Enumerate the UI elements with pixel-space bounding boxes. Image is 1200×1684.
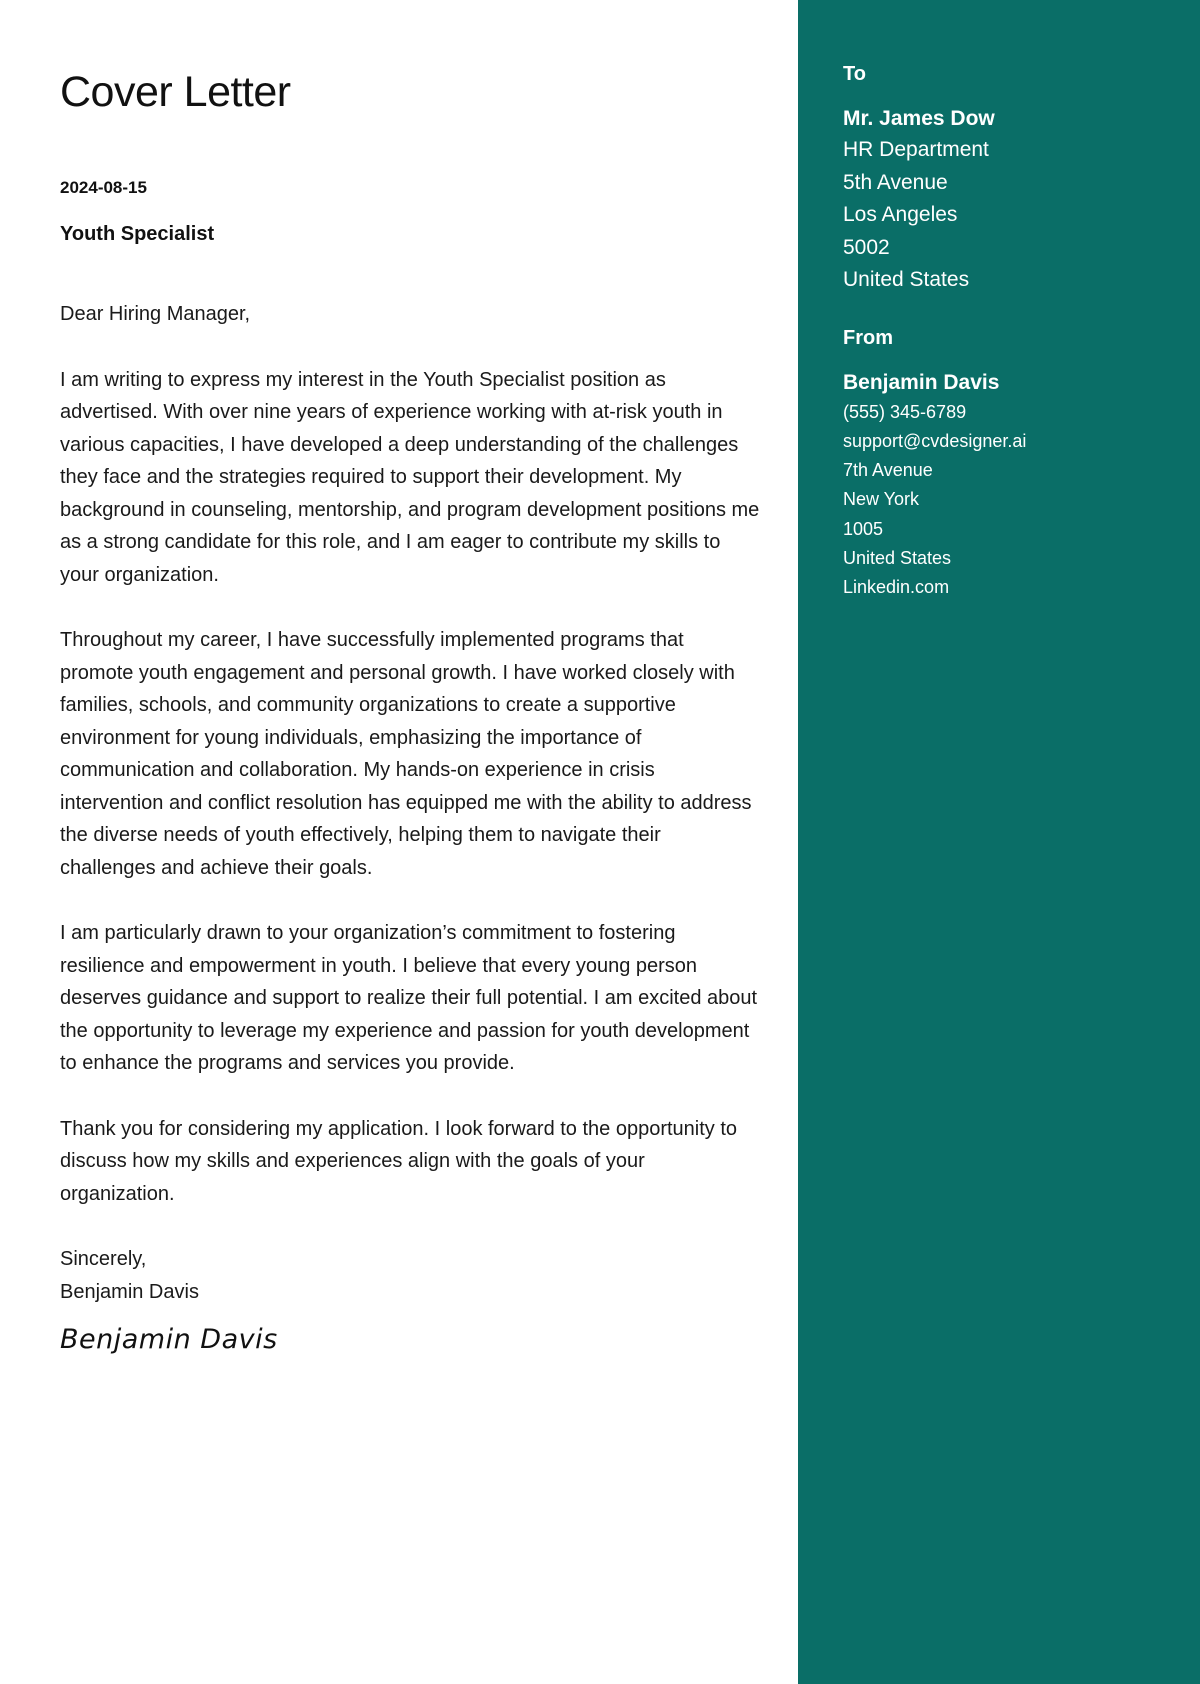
paragraph-3: I am particularly drawn to your organization’s commitment to fostering resilience and empowerment in youth. I believe that every young person deserves guidance and support to realize their full potential. I am excited about the opportunity to leverage my experience and passion for youth development to enhance the programs and services you provide. [60,922,758,1074]
recipient-street: 5th Avenue [843,170,948,194]
sender-phone[interactable]: (555) 345-6789 [843,401,967,422]
to-heading: To [843,63,866,85]
closing: Sincerely, [60,1248,147,1270]
paragraph-2: Throughout my career, I have successfully implemented programs that promote youth engagement and personal growth. I have worked closely with families, schools, and community organizations to create a supportive environment for young individuals, emphasizing the importance of communication and collaboration. My hands-on experience in crisis intervention and conflict resolution has equipped me with the ability to address the diverse needs of youth effectively, helping them to navigate their challenges and achieve their goals. [60,629,752,879]
paragraph-1: I am writing to express my interest in the Youth Specialist position as advertised. With over nine years of experience working with at-risk youth in various capacities, I have developed a deep understanding of the challenges they face and the strategies required to support their development. My background in counseling, mentorship, and program development positions me as a strong candidate for this role, and I am eager to contribute my skills to your organization. [60,368,760,586]
letter-body [60,298,760,1308]
recipient-postcode: 5002 [843,235,890,259]
sender-email[interactable]: support@cvdesigner.ai [843,430,1027,451]
paragraph-4: Thank you for considering my application. I look forward to the opportunity to discuss how my skills and experiences align with the goals of your organization. [60,1117,738,1205]
recipient-city: Los Angeles [843,203,958,226]
closing-name: Benjamin Davis [60,1280,199,1303]
sender-city: New York [843,489,920,510]
sender-street: 7th Avenue [843,460,933,481]
sender-name: Benjamin Davis [843,370,1000,394]
letter-date: 2024-08-15 [60,178,147,197]
signature: Benjamin Davis [60,1324,278,1355]
sidebar [798,0,1200,1684]
sender-linkedin-link[interactable]: Linkedin.com [843,577,950,598]
sender-country: United States [843,547,952,568]
from-heading: From [843,326,893,349]
job-position: Youth Specialist [60,223,215,245]
recipient-block [843,60,1170,297]
sender-block [843,324,1170,603]
salutation: Dear Hiring Manager, [60,303,251,325]
sender-postcode: 1005 [843,518,884,539]
recipient-country: United States [843,268,970,291]
page-title: Cover Letter [60,68,291,116]
recipient-name: Mr. James Dow [843,107,995,130]
recipient-department: HR Department [843,138,989,161]
